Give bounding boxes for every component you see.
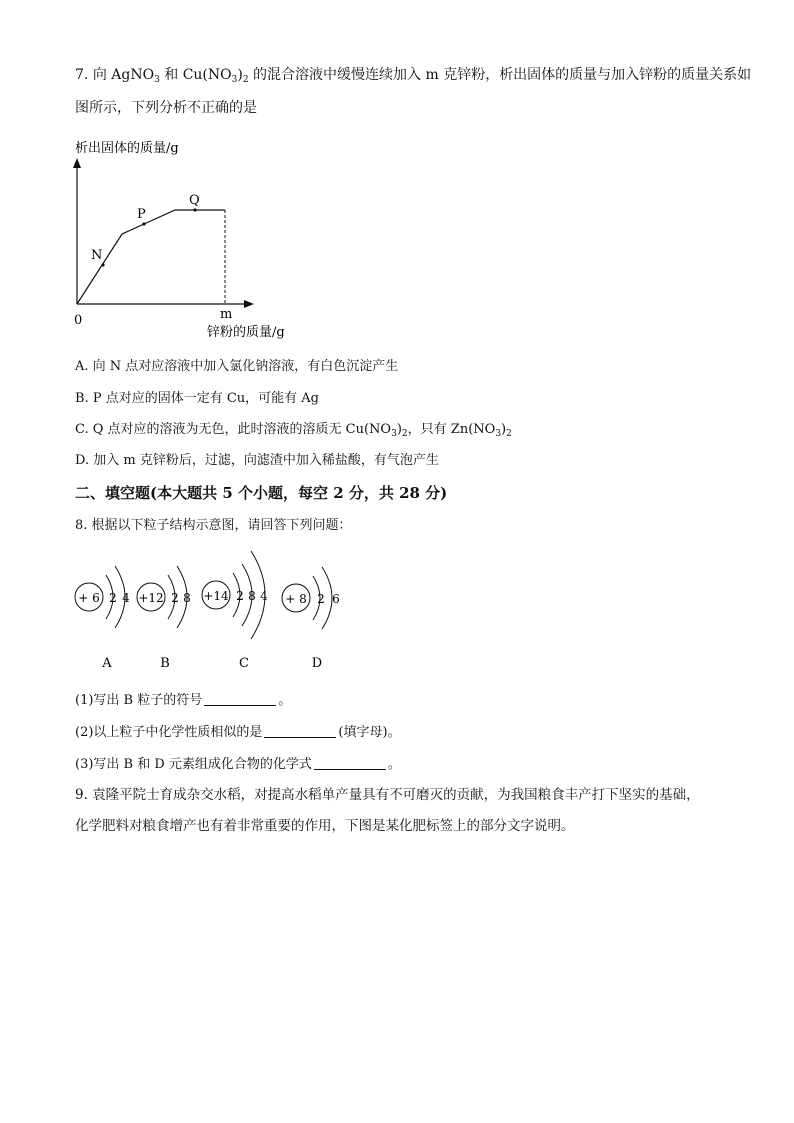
svg-text:8: 8: [183, 591, 191, 605]
particle-a: [75, 566, 130, 671]
q7-option-c: C. Q 点对应的溶液为无色，此时溶液的溶质无 $Cu(NO_3)_2$，只有 $Zn(NO_3)_2$: [75, 422, 512, 439]
answer-blank-1[interactable]: [204, 691, 276, 706]
chart-xlabel: 锌粉的质量/g: [207, 325, 285, 340]
particle-b: [137, 566, 191, 671]
m-label: m: [220, 307, 233, 322]
particle-d: [282, 567, 340, 671]
svg-text:2: 2: [317, 592, 325, 606]
svg-text:4: 4: [122, 591, 130, 605]
particle-d-label: D: [311, 656, 323, 671]
y-axis-arrow: [73, 158, 81, 168]
svg-text:6: 6: [332, 592, 340, 606]
particle-a-label: A: [102, 656, 112, 671]
svg-text:4: 4: [260, 589, 268, 603]
svg-text:+14: +14: [203, 589, 229, 603]
q7-line2: 图所示，下列分析不正确的是: [75, 100, 257, 116]
svg-text:+12: +12: [138, 591, 164, 605]
point-n: [101, 263, 104, 266]
point-q: [193, 208, 196, 211]
label-n: N: [91, 248, 103, 263]
answer-blank-3[interactable]: [314, 755, 386, 770]
q7-line1-text: 向 AgNO$_3$ 和 $Cu(NO_3)_2$ 的混合溶液中缓慢连续加入 m 克锌粉，析出固体的质量与加入锌粉的质量关系如: [92, 67, 752, 85]
x-axis-arrow: [244, 300, 254, 308]
point-p: [142, 222, 145, 225]
q7-option-d: D. 加入 m 克锌粉后，过滤，向滤渣中加入稀盐酸，有气泡产生: [75, 453, 439, 468]
q8-sub1: (1)写出 B 粒子的符号 。: [75, 693, 292, 708]
answer-blank-2[interactable]: [264, 723, 336, 738]
q7-chart: [60, 132, 320, 347]
svg-text:+ 6: + 6: [78, 591, 100, 605]
q7-option-a: A. 向 N 点对应溶液中加入氯化钠溶液，有白色沉淀产生: [75, 359, 399, 374]
q7-number: 7.: [75, 67, 89, 83]
q8-text: 8. 根据以下粒子结构示意图，请回答下列问题：: [75, 518, 352, 533]
particle-c: [202, 551, 268, 671]
q7-option-b: B. P 点对应的固体一定有 Cu，可能有 Ag: [75, 391, 319, 406]
label-q: Q: [189, 193, 200, 208]
svg-text:2: 2: [236, 589, 244, 603]
origin-label: 0: [74, 313, 83, 328]
particle-b-label: B: [160, 656, 170, 671]
svg-text:2: 2: [109, 591, 117, 605]
chart-ylabel: 析出固体的质量/g: [75, 141, 179, 156]
section2-title: 二、填空题(本大题共 5 个小题，每空 2 分，共 28 分): [75, 484, 448, 502]
q8-sub2: (2)以上粒子中化学性质相似的是 (填字母)。: [75, 725, 401, 740]
svg-text:8: 8: [248, 589, 256, 603]
svg-text:2: 2: [171, 591, 179, 605]
svg-text:+ 8: + 8: [285, 592, 307, 606]
q9-line1: 9. 袁隆平院士育成杂交水稻，对提高水稻单产量具有不可磨灭的贡献，为我国粮食丰产打下坚实的基础，: [75, 787, 700, 803]
particle-diagrams: [60, 545, 360, 675]
particle-c-label: C: [239, 656, 249, 671]
q8-sub3: (3)写出 B 和 D 元素组成化合物的化学式 。: [75, 757, 401, 772]
q9-line2: 化学肥料对粮食增产也有着非常重要的作用，下图是某化肥标签上的部分文字说明。: [75, 818, 575, 834]
label-p: P: [137, 207, 146, 222]
q7-line1: [75, 65, 751, 85]
